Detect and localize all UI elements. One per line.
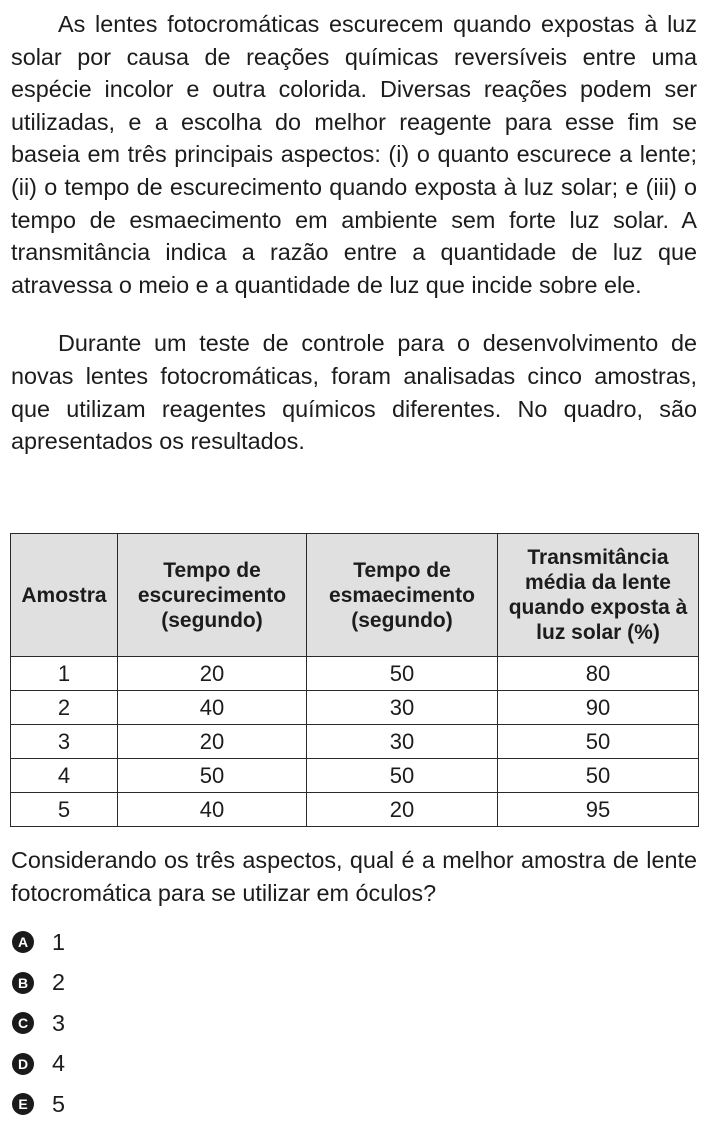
option-c[interactable] bbox=[12, 1003, 65, 1044]
cell-transmitancia: 90 bbox=[498, 691, 699, 725]
cell-transmitancia: 50 bbox=[498, 759, 699, 793]
results-table bbox=[10, 533, 699, 827]
cell-escurecimento: 20 bbox=[118, 725, 307, 759]
cell-transmitancia: 50 bbox=[498, 725, 699, 759]
option-a[interactable] bbox=[12, 922, 65, 963]
option-text: 5 bbox=[52, 1090, 66, 1117]
answer-options bbox=[12, 922, 65, 1125]
cell-esmaecimento: 30 bbox=[307, 725, 498, 759]
option-b[interactable] bbox=[12, 963, 65, 1004]
option-text: 2 bbox=[52, 969, 66, 996]
cell-amostra: 5 bbox=[11, 793, 118, 827]
cell-escurecimento: 50 bbox=[118, 759, 307, 793]
cell-escurecimento: 40 bbox=[118, 691, 307, 725]
header-amostra: Amostra bbox=[11, 534, 118, 657]
cell-esmaecimento: 20 bbox=[307, 793, 498, 827]
cell-amostra: 1 bbox=[11, 657, 118, 691]
question-text-block bbox=[11, 8, 697, 458]
question-prompt: Considerando os três aspectos, qual é a melhor amostra de lente fotocromática para se utilizar em óculos? bbox=[11, 847, 697, 906]
cell-escurecimento: 40 bbox=[118, 793, 307, 827]
option-e[interactable] bbox=[12, 1084, 65, 1125]
option-letter-badge: C bbox=[12, 1012, 34, 1034]
option-letter-badge: A bbox=[12, 931, 34, 953]
option-text: 4 bbox=[52, 1050, 66, 1077]
option-d[interactable] bbox=[12, 1044, 65, 1085]
cell-transmitancia: 95 bbox=[498, 793, 699, 827]
cell-esmaecimento: 30 bbox=[307, 691, 498, 725]
intro-paragraph: As lentes fotocromáticas escurecem quando expostas à luz solar por causa de reações químicas reversíveis entre uma espécie incolor e outra colorida. Diversas reações podem ser utilizadas, e a escolha do melhor reagente para esse fim se baseia em três principais aspectos: (i) o quanto escurece a lente; (ii) o tempo de escurecimento quando exposta à luz solar; e (iii) o tempo de esmaecimento em ambiente sem forte luz solar. A transmitância indica a razão entre a quantidade de luz que atravessa o meio e a quantidade de luz que incide sobre ele. bbox=[11, 11, 697, 298]
cell-esmaecimento: 50 bbox=[307, 759, 498, 793]
table-row bbox=[11, 725, 699, 759]
option-letter-badge: D bbox=[12, 1053, 34, 1075]
cell-amostra: 4 bbox=[11, 759, 118, 793]
cell-transmitancia: 80 bbox=[498, 657, 699, 691]
option-letter-badge: E bbox=[12, 1093, 34, 1115]
table-row bbox=[11, 759, 699, 793]
table-row bbox=[11, 691, 699, 725]
option-letter-badge: B bbox=[12, 972, 34, 994]
cell-amostra: 2 bbox=[11, 691, 118, 725]
table-row bbox=[11, 657, 699, 691]
option-text: 1 bbox=[52, 928, 66, 955]
table-header-row bbox=[11, 534, 699, 657]
table-row bbox=[11, 793, 699, 827]
header-tempo-esmaecimento: Tempo de esmaecimento (segundo) bbox=[307, 534, 498, 657]
cell-escurecimento: 20 bbox=[118, 657, 307, 691]
header-tempo-escurecimento: Tempo de escurecimento (segundo) bbox=[118, 534, 307, 657]
cell-amostra: 3 bbox=[11, 725, 118, 759]
header-transmitancia: Transmitância média da lente quando exposta à luz solar (%) bbox=[498, 534, 699, 657]
test-description-paragraph: Durante um teste de controle para o desenvolvimento de novas lentes fotocromáticas, foram analisadas cinco amostras, que utilizam reagentes químicos diferentes. No quadro, são apresentados os resultados. bbox=[11, 330, 697, 455]
cell-esmaecimento: 50 bbox=[307, 657, 498, 691]
option-text: 3 bbox=[52, 1009, 66, 1036]
